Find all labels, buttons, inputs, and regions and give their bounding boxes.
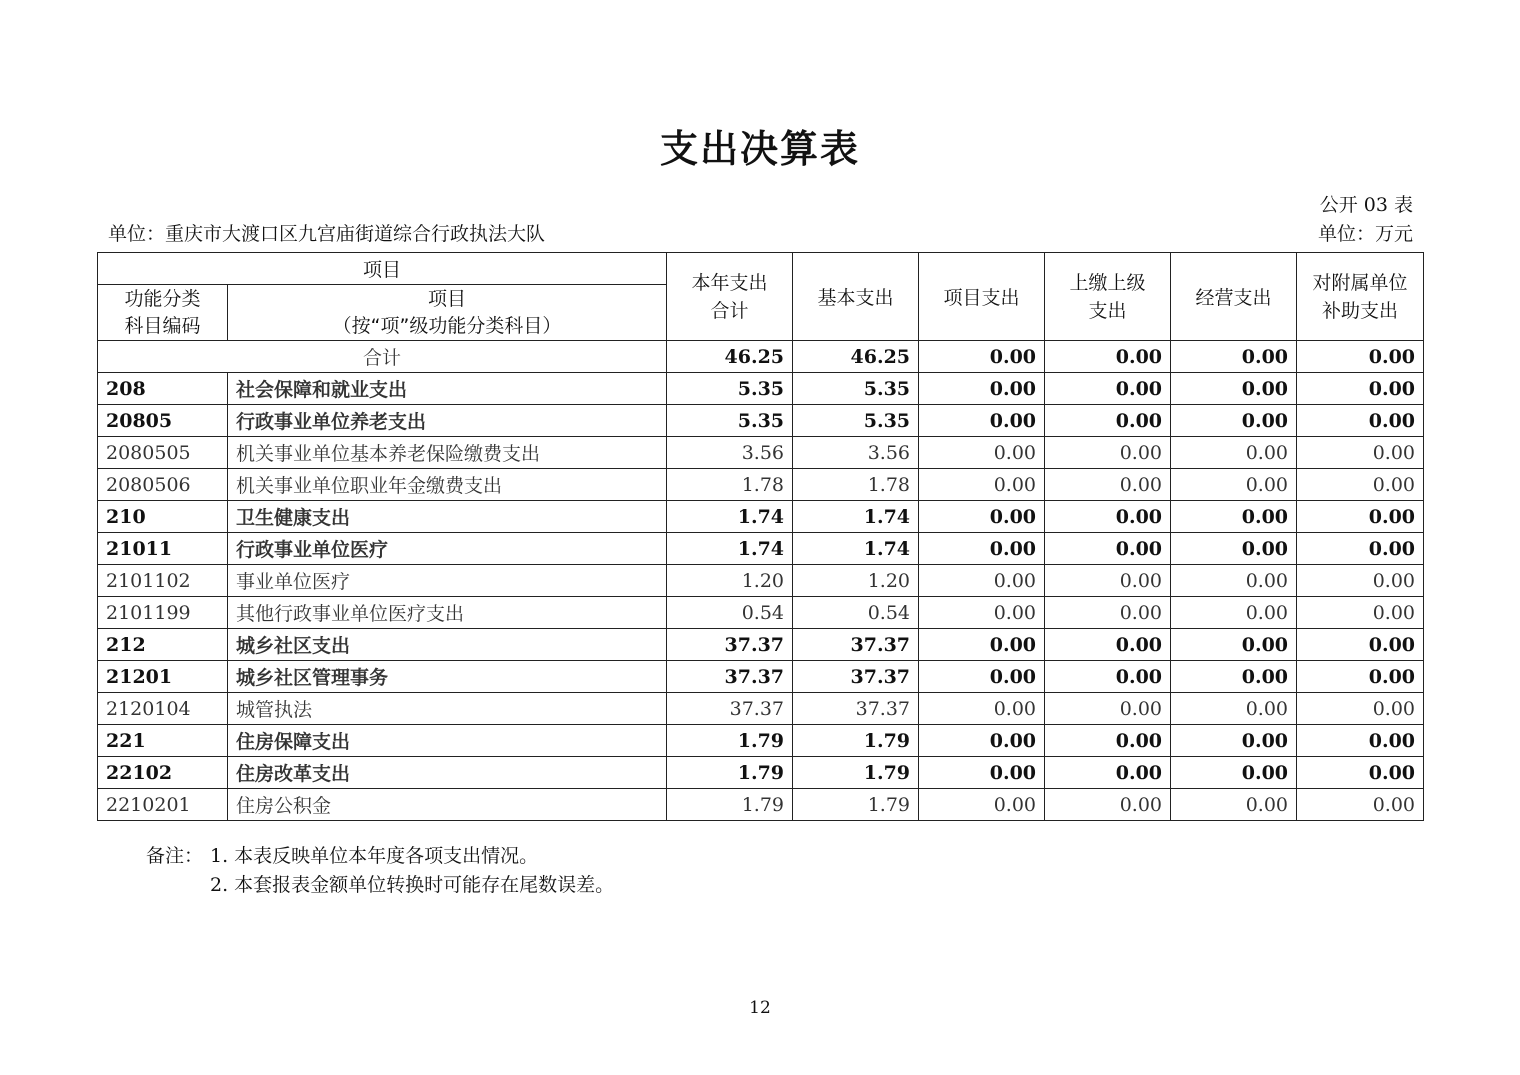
cell-business: 0.00: [1171, 693, 1297, 725]
cell-basic: 1.79: [793, 789, 919, 821]
header-upper-line2: 支出: [1088, 299, 1127, 322]
notes-label: 备注：: [146, 845, 204, 867]
cell-total: 1.20: [667, 565, 793, 597]
total-row: [98, 341, 1424, 373]
cell-total: 5.35: [667, 405, 793, 437]
cell-sub: 0.00: [1297, 373, 1424, 405]
cell-upper: 0.00: [1045, 661, 1171, 693]
header-code-line1: 功能分类: [124, 287, 201, 310]
header-business: 经营支出: [1171, 253, 1297, 341]
cell-code: 210: [98, 501, 228, 533]
cell-project: 0.00: [919, 469, 1045, 501]
cell-upper: 0.00: [1045, 405, 1171, 437]
cell-upper: 0.00: [1045, 373, 1171, 405]
cell-business: 0.00: [1171, 533, 1297, 565]
cell-business: 0.00: [1171, 501, 1297, 533]
total-cell-project: 0.00: [919, 341, 1045, 373]
cell-total: 1.79: [667, 789, 793, 821]
cell-upper: 0.00: [1045, 629, 1171, 661]
cell-upper: 0.00: [1045, 597, 1171, 629]
cell-total: 5.35: [667, 373, 793, 405]
cell-business: 0.00: [1171, 469, 1297, 501]
header-code: [98, 285, 228, 341]
cell-upper: 0.00: [1045, 693, 1171, 725]
cell-basic: 5.35: [793, 373, 919, 405]
table-row: [98, 533, 1424, 565]
header-name: [228, 285, 667, 341]
cell-project: 0.00: [919, 597, 1045, 629]
cell-name: 行政事业单位养老支出: [228, 405, 667, 437]
cell-upper: 0.00: [1045, 501, 1171, 533]
cell-code: 20805: [98, 405, 228, 437]
currency-unit: 单位：万元: [1317, 223, 1413, 245]
cell-name: 行政事业单位医疗: [228, 533, 667, 565]
note-item: 1. 本表反映单位本年度各项支出情况。: [210, 845, 539, 867]
cell-code: 221: [98, 725, 228, 757]
cell-basic: 1.74: [793, 533, 919, 565]
header-row-1: [98, 253, 1424, 285]
cell-basic: 1.79: [793, 757, 919, 789]
cell-total: 37.37: [667, 693, 793, 725]
cell-basic: 1.78: [793, 469, 919, 501]
page-number: 12: [749, 998, 771, 1018]
cell-name: 住房改革支出: [228, 757, 667, 789]
cell-upper: 0.00: [1045, 789, 1171, 821]
cell-total: 0.54: [667, 597, 793, 629]
cell-business: 0.00: [1171, 757, 1297, 789]
cell-project: 0.00: [919, 565, 1045, 597]
table-row: [98, 405, 1424, 437]
table-row: [98, 597, 1424, 629]
cell-sub: 0.00: [1297, 629, 1424, 661]
cell-basic: 37.37: [793, 661, 919, 693]
cell-basic: 3.56: [793, 437, 919, 469]
cell-name: 事业单位医疗: [228, 565, 667, 597]
table-row: [98, 789, 1424, 821]
table-row: [98, 725, 1424, 757]
cell-code: 2101199: [98, 597, 228, 629]
cell-code: 21201: [98, 661, 228, 693]
cell-code: 212: [98, 629, 228, 661]
cell-sub: 0.00: [1297, 725, 1424, 757]
table-row: [98, 693, 1424, 725]
cell-project: 0.00: [919, 533, 1045, 565]
cell-total: 37.37: [667, 661, 793, 693]
cell-business: 0.00: [1171, 661, 1297, 693]
table-row: [98, 661, 1424, 693]
cell-upper: 0.00: [1045, 533, 1171, 565]
table-row: [98, 565, 1424, 597]
reporting-unit: 单位：重庆市大渡口区九宫庙街道综合行政执法大队: [108, 223, 546, 245]
cell-basic: 37.37: [793, 629, 919, 661]
cell-code: 208: [98, 373, 228, 405]
cell-total: 37.37: [667, 629, 793, 661]
header-name-line2: （按“项”级功能分类科目）: [332, 314, 562, 337]
cell-project: 0.00: [919, 373, 1045, 405]
cell-code: 2101102: [98, 565, 228, 597]
cell-sub: 0.00: [1297, 597, 1424, 629]
cell-name: 城乡社区管理事务: [228, 661, 667, 693]
cell-sub: 0.00: [1297, 405, 1424, 437]
table-row: [98, 501, 1424, 533]
header-subsidy-line1: 对附属单位: [1312, 271, 1408, 294]
table-row: [98, 437, 1424, 469]
header-project: 项目支出: [919, 253, 1045, 341]
cell-name: 住房保障支出: [228, 725, 667, 757]
cell-code: 2080506: [98, 469, 228, 501]
cell-sub: 0.00: [1297, 789, 1424, 821]
header-total-line1: 本年支出: [691, 271, 768, 294]
cell-project: 0.00: [919, 725, 1045, 757]
total-cell-basic: 46.25: [793, 341, 919, 373]
header-subsidy: [1297, 253, 1424, 341]
cell-business: 0.00: [1171, 725, 1297, 757]
cell-name: 其他行政事业单位医疗支出: [228, 597, 667, 629]
total-label: 合计: [98, 341, 667, 373]
table-row: [98, 757, 1424, 789]
header-name-line1: 项目: [428, 287, 467, 310]
cell-basic: 37.37: [793, 693, 919, 725]
cell-upper: 0.00: [1045, 469, 1171, 501]
cell-sub: 0.00: [1297, 533, 1424, 565]
cell-code: 2120104: [98, 693, 228, 725]
header-code-line2: 科目编码: [124, 314, 201, 337]
page-title: 支出决算表: [659, 127, 860, 171]
cell-upper: 0.00: [1045, 565, 1171, 597]
cell-business: 0.00: [1171, 629, 1297, 661]
cell-name: 社会保障和就业支出: [228, 373, 667, 405]
total-cell-business: 0.00: [1171, 341, 1297, 373]
table-row: [98, 373, 1424, 405]
cell-name: 住房公积金: [228, 789, 667, 821]
cell-total: 1.79: [667, 757, 793, 789]
cell-sub: 0.00: [1297, 501, 1424, 533]
cell-code: 2210201: [98, 789, 228, 821]
cell-sub: 0.00: [1297, 437, 1424, 469]
cell-business: 0.00: [1171, 597, 1297, 629]
cell-total: 3.56: [667, 437, 793, 469]
cell-code: 21011: [98, 533, 228, 565]
cell-name: 机关事业单位职业年金缴费支出: [228, 469, 667, 501]
cell-business: 0.00: [1171, 373, 1297, 405]
cell-basic: 5.35: [793, 405, 919, 437]
cell-project: 0.00: [919, 629, 1045, 661]
cell-upper: 0.00: [1045, 725, 1171, 757]
cell-project: 0.00: [919, 437, 1045, 469]
header-basic: 基本支出: [793, 253, 919, 341]
cell-total: 1.79: [667, 725, 793, 757]
cell-basic: 1.79: [793, 725, 919, 757]
cell-sub: 0.00: [1297, 661, 1424, 693]
header-total: [667, 253, 793, 341]
cell-name: 城乡社区支出: [228, 629, 667, 661]
header-upper: [1045, 253, 1171, 341]
total-cell-total: 46.25: [667, 341, 793, 373]
cell-upper: 0.00: [1045, 437, 1171, 469]
cell-code: 2080505: [98, 437, 228, 469]
cell-project: 0.00: [919, 757, 1045, 789]
cell-business: 0.00: [1171, 405, 1297, 437]
cell-name: 城管执法: [228, 693, 667, 725]
note-item: 2. 本套报表金额单位转换时可能存在尾数误差。: [210, 874, 615, 896]
header-subsidy-line2: 补助支出: [1322, 299, 1399, 322]
header-upper-line1: 上缴上级: [1069, 271, 1146, 294]
cell-basic: 0.54: [793, 597, 919, 629]
table-row: [98, 469, 1424, 501]
cell-business: 0.00: [1171, 437, 1297, 469]
cell-project: 0.00: [919, 789, 1045, 821]
cell-name: 卫生健康支出: [228, 501, 667, 533]
cell-total: 1.78: [667, 469, 793, 501]
cell-project: 0.00: [919, 501, 1045, 533]
cell-name: 机关事业单位基本养老保险缴费支出: [228, 437, 667, 469]
cell-sub: 0.00: [1297, 469, 1424, 501]
cell-total: 1.74: [667, 533, 793, 565]
cell-project: 0.00: [919, 693, 1045, 725]
cell-business: 0.00: [1171, 565, 1297, 597]
cell-basic: 1.74: [793, 501, 919, 533]
header-item-group: 项目: [98, 253, 667, 285]
cell-total: 1.74: [667, 501, 793, 533]
table-row: [98, 629, 1424, 661]
notes: [146, 842, 614, 900]
total-cell-upper: 0.00: [1045, 341, 1171, 373]
header-total-line2: 合计: [710, 299, 749, 322]
cell-code: 22102: [98, 757, 228, 789]
cell-upper: 0.00: [1045, 757, 1171, 789]
total-cell-subsidy: 0.00: [1297, 341, 1424, 373]
cell-sub: 0.00: [1297, 757, 1424, 789]
cell-business: 0.00: [1171, 789, 1297, 821]
cell-project: 0.00: [919, 405, 1045, 437]
cell-basic: 1.20: [793, 565, 919, 597]
cell-project: 0.00: [919, 661, 1045, 693]
cell-sub: 0.00: [1297, 565, 1424, 597]
form-number: 公开 03 表: [1319, 194, 1413, 216]
expenditure-table: [97, 252, 1424, 821]
cell-sub: 0.00: [1297, 693, 1424, 725]
